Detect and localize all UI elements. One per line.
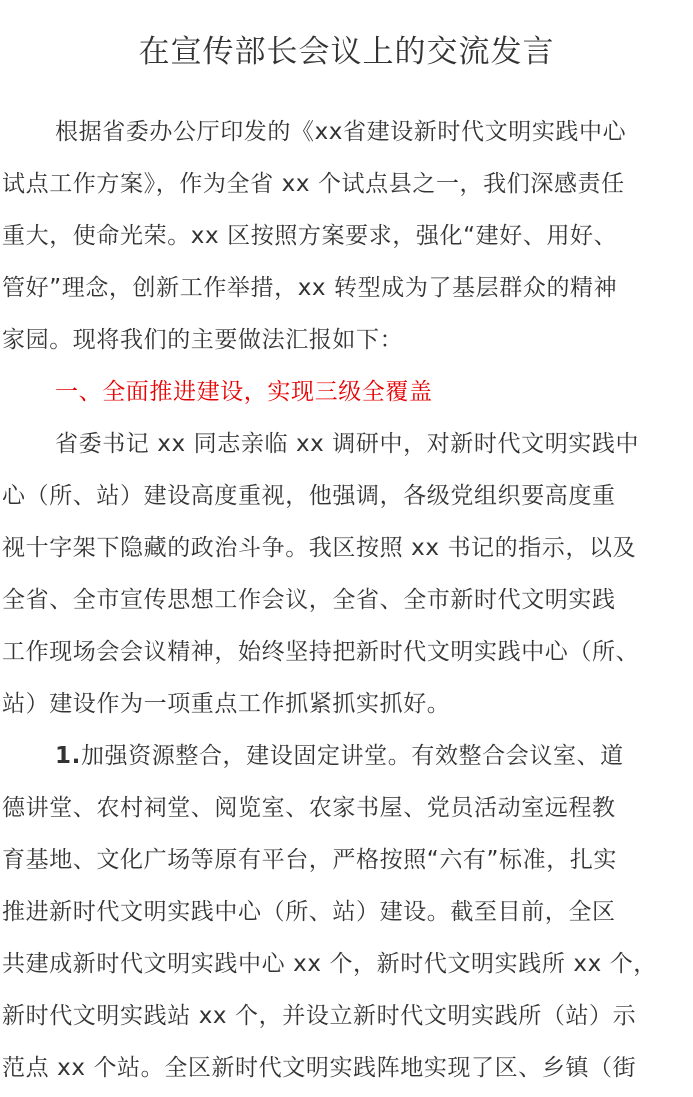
paragraph-2-line-3: 视十字架下隐藏的政治斗争。我区按照 xx 书记的指示，以及 [2,535,637,561]
paragraph-1-line-1: 根据省委办公厅印发的《xx省建设新时代文明实践中心 [55,119,627,145]
paragraph-2-line-5: 工作现场会会议精神，始终坚持把新时代文明实践中心（所、 [2,639,640,665]
paragraph-1-line-2: 试点工作方案》，作为全省 xx 个试点县之一，我们深感责任 [2,171,625,197]
paragraph-2-line-1: 省委书记 xx 同志亲临 xx 调研中，对新时代文明实践中 [55,431,640,457]
section-heading-1: 一、全面推进建设，实现三级全覆盖 [55,379,433,405]
document-body [2,106,692,1094]
paragraph-3-line-1 [2,730,692,782]
paragraph-3-line-4: 推进新时代文明实践中心（所、站）建设。截至目前，全区 [2,899,616,925]
paragraph-1-line-5: 家园。现将我们的主要做法汇报如下： [2,327,404,353]
item-number: 1. [55,743,81,769]
paragraph-3-line-7: 范点 xx 个站。全区新时代文明实践阵地实现了区、乡镇（街 [2,1055,637,1081]
paragraph-2-line-6: 站）建设作为一项重点工作抓紧抓实抓好。 [2,691,451,717]
item-heading-text: 加强资源整合，建设固定讲堂。有效整合会议室、道 [80,743,624,769]
document-title: 在宣传部长会议上的交流发言 [138,34,555,70]
paragraph-2-line-2: 心（所、站）建设高度重视，他强调，各级党组织要高度重 [2,483,616,509]
paragraph-3-line-5: 共建成新时代文明实践中心 xx 个，新时代文明实践所 xx 个， [2,951,657,977]
paragraph-2-line-4: 全省、全市宣传思想工作会议，全省、全市新时代文明实践 [2,587,616,613]
paragraph-3-line-6: 新时代文明实践站 xx 个，并设立新时代文明实践所（站）示 [2,1003,637,1029]
paragraph-1-line-4: 管好”理念，创新工作举措，xx 转型成为了基层群众的精神 [2,275,618,301]
paragraph-3-line-2: 德讲堂、农村祠堂、阅览室、农家书屋、党员活动室远程教 [2,795,616,821]
paragraph-1-line-3: 重大，使命光荣。xx 区按照方案要求，强化“建好、用好、 [2,223,618,249]
paragraph-3-line-3: 育基地、文化广场等原有平台，严格按照“六有”标准，扎实 [2,847,618,873]
